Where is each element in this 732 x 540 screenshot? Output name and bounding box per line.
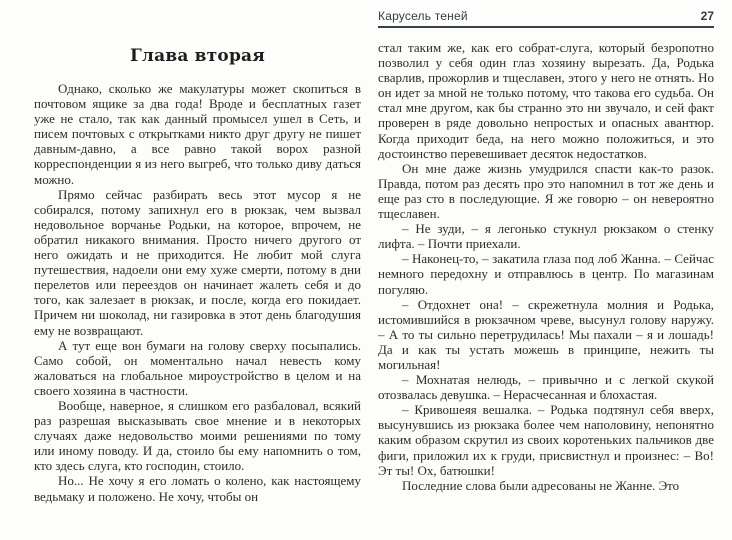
right-page <box>378 0 714 540</box>
left-page <box>34 0 361 540</box>
running-title: Карусель теней <box>378 9 468 23</box>
paragraph-dialogue: – Кривошеяя вешалка. – Родька подтянул себя вверх, высунувшись из рюкзака более чем наполовину, непонятно каким образом скрутил из своих коротеньких пальчиков две фиги, приложил их к груди, присвистнул и произнес: – Во! Эт ты! Ох, батюшки! <box>378 402 714 478</box>
paragraph: Вообще, наверное, я слишком его разбаловал, всякий раз разрешая высказывать свое мнение и в некоторых случаях даже недовольство моими решениями по тому или иному поводу. И да, стоило бы ему напомнить о том, кто здесь слуга, кто господин, стоило. <box>34 397 361 474</box>
right-page-text <box>378 40 714 493</box>
paragraph-dialogue: – Не зуди, – я легонько стукнул рюкзаком о стенку лифта. – Почти приехали. <box>378 221 714 252</box>
paragraph: Прямо сейчас разбирать весь этот мусор я не собирался, потому запихнул его в рюкзак, чем вызвал недовольное ворчанье Родьки, на которое, впрочем, не обратил никакого внимания. Просто ничего другого от него ожидать и не приходится. Не любит мой слуга путешествия, надоели они ему хуже смерти, потому в дни перелетов или переездов он начинает жалеть себя и до того, как залезает в рюкзак, и после, когда его покидает. Причем ни шоколад, ни газировка в этот день благодушия ему не возвращают. <box>34 186 361 338</box>
paragraph-dialogue: – Наконец-то, – закатила глаза под лоб Жанна. – Сейчас немного передохну и отправлюсь в центр. По магазинам погуляю. <box>378 251 714 297</box>
paragraph-dialogue: – Мохнатая нелюдь, – привычно и с легкой скукой отозвалась девушка. – Нерасчесанная и блохастая. <box>378 372 714 403</box>
paragraph: Однако, сколько же макулатуры может скопиться в почтовом ящике за два года! Вроде и бесплатных газет уже не стало, так как данный промысел ушел в Сеть, и писем почтовых с открытками никто друг другу не пишет давным-давно, а все равно такой ворох разной корреспонденции я из него выгреб, что только диву даться можно. <box>34 81 361 187</box>
page-number: 27 <box>700 9 714 23</box>
paragraph: Но... Не хочу я его ломать о колено, как настоящему ведьмаку и положено. Не хочу, чтобы он <box>34 473 361 504</box>
left-page-text <box>34 81 361 504</box>
paragraph: Последние слова были адресованы не Жанне. Это <box>402 477 680 493</box>
running-header <box>378 9 714 28</box>
paragraph: А тут еще вон бумаги на голову сверху посыпались. Само собой, он моментально начал невесть кому жаловаться на глобальное мироустройство в целом и на своего хозяина в частности. <box>34 337 361 398</box>
chapter-title: Глава вторая <box>129 46 266 66</box>
paragraph-continuation: стал таким же, как его собрат-слуга, который безропотно позволил у себя один глаз хозяину вырезать. Да, Родька сварлив, прожорлив и тщеславен, этого у него не отнять. Но он идет за мной не только потому, что такова его судьба. Он стал мне другом, как бы странно это ни звучало, и сей факт проверен в ряде довольно непростых и опасных авантюр. Когда приходит беда, на него можно положиться, и это достоинство перевешивает десяток недостатков. <box>378 40 714 161</box>
paragraph: Он мне даже жизнь умудрился спасти как-то разок. Правда, потом раз десять про это напомнил в тот же день и еще раз сто в последующие. Я же говорю – он невероятно тщеславен. <box>378 160 714 222</box>
paragraph-dialogue: – Отдохнет она! – скрежетнула молния и Родька, истомившийся в рюкзачном чреве, высунул голову наружу. – А то ты сильно перетрудилась! Мы пахали – я и лошадь! Да и как ты устать можешь в принципе, нежить ты могильная! <box>378 296 714 372</box>
